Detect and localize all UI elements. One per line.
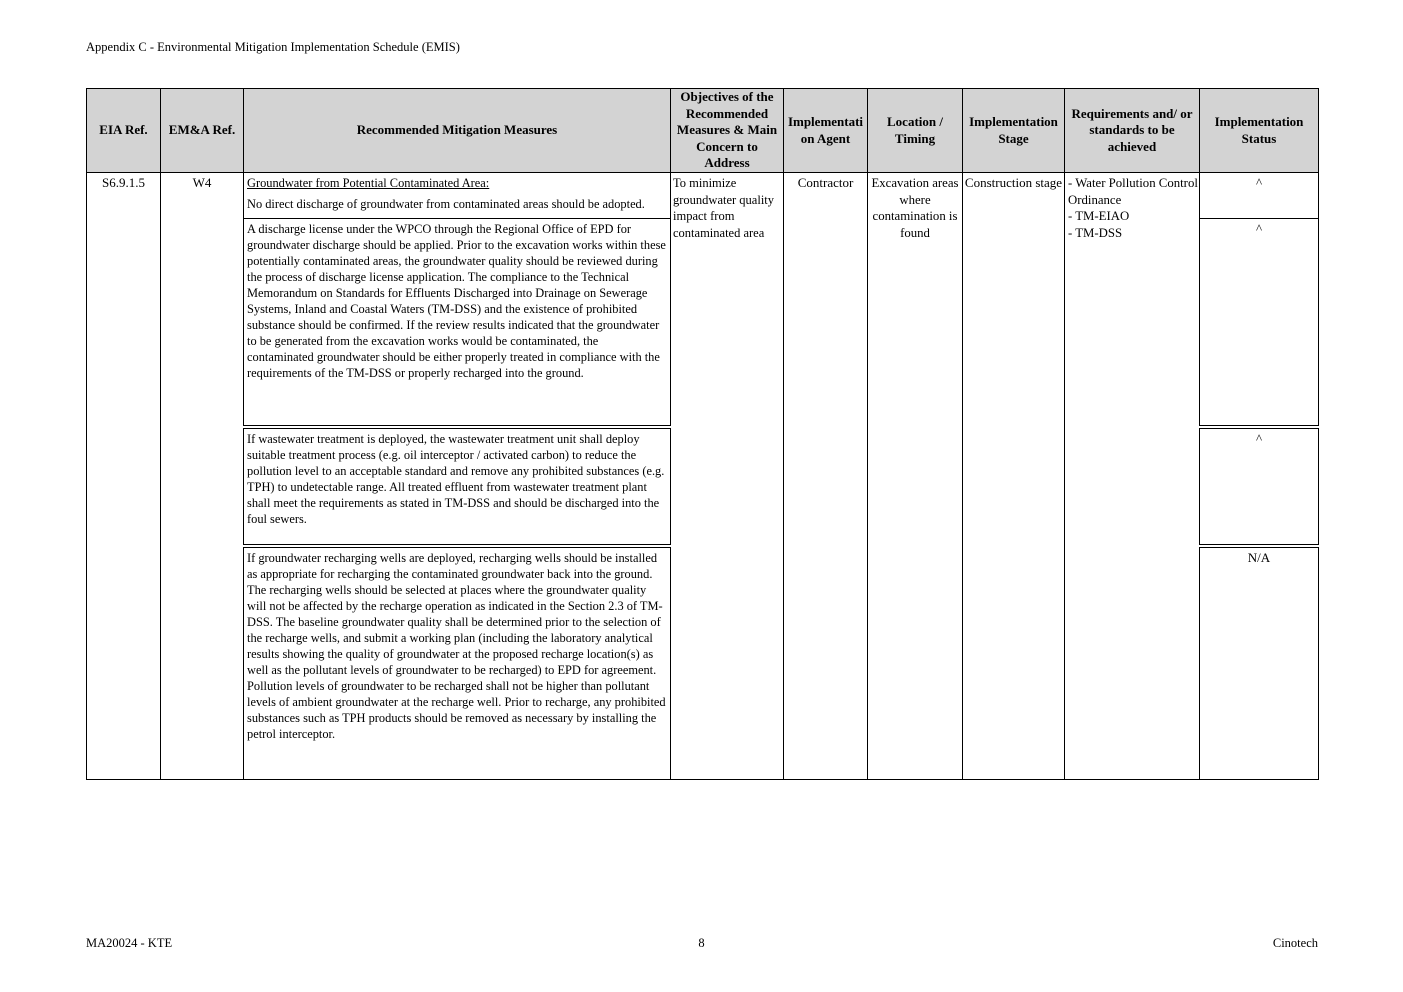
col-header-objectives: Objectives of the Recommended Measures & Main Concern to Address bbox=[671, 89, 784, 173]
col-header-ema-ref: EM&A Ref. bbox=[161, 89, 244, 173]
footer-page-number: 8 bbox=[698, 936, 705, 950]
table-row-sub1 bbox=[87, 173, 1319, 219]
col-header-eia-ref: EIA Ref. bbox=[87, 89, 161, 173]
cell-objectives: To minimize groundwater quality impact from contaminated area bbox=[671, 173, 784, 780]
cell-requirements bbox=[1065, 173, 1200, 780]
page-title: Appendix C - Environmental Mitigation Implementation Schedule (EMIS) bbox=[86, 40, 460, 54]
cell-ema-ref: W4 bbox=[161, 173, 244, 780]
cell-measure-1 bbox=[244, 173, 671, 219]
cell-measure-2 bbox=[244, 219, 671, 427]
requirement-item-2: - TM-EIAO bbox=[1068, 209, 1130, 223]
measure-1-text: No direct discharge of groundwater from contaminated areas should be adopted. bbox=[247, 197, 645, 211]
cell-status-2: ^ bbox=[1200, 219, 1319, 427]
cell-eia-ref: S6.9.1.5 bbox=[87, 173, 161, 780]
cell-status-3: ^ bbox=[1200, 427, 1319, 546]
footer-document-ref: MA20024 - KTE bbox=[86, 936, 173, 950]
footer-company-name: Cinotech bbox=[1272, 936, 1318, 950]
col-header-stage: Implementation Stage bbox=[963, 89, 1065, 173]
cell-status-4: N/A bbox=[1200, 546, 1319, 780]
cell-location-timing: Excavation areas where contamination is found bbox=[868, 173, 963, 780]
col-header-requirements: Requirements and/ or standards to be achieved bbox=[1065, 89, 1200, 173]
col-header-status: Implementation Status bbox=[1200, 89, 1319, 173]
emis-table bbox=[86, 88, 1319, 780]
table-header-row bbox=[87, 89, 1319, 173]
col-header-location-timing: Location / Timing bbox=[868, 89, 963, 173]
measure-1-heading: Groundwater from Potential Contaminated Area: bbox=[247, 176, 490, 190]
cell-measure-4 bbox=[244, 546, 671, 780]
cell-stage: Construction stage bbox=[963, 173, 1065, 780]
col-header-measures: Recommended Mitigation Measures bbox=[244, 89, 671, 173]
cell-status-1: ^ bbox=[1200, 173, 1319, 219]
measure-2-text: A discharge license under the WPCO through the Regional Office of EPD for groundwater discharge should be applied. Prior to the excavation works within these potentially contaminated areas, the groundwater quality should be reviewed during the process of discharge license application. The compliance to the Technical Memorandum on Standards for Effluents Discharged into Drainage on Sewerage Systems, Inland and Coastal Waters (TM-DSS) and the existence of prohibited substance should be confirmed. If the review results indicated that the groundwater to be generated from the excavation works would be contaminated, the contaminated groundwater should be either properly treated in compliance with the requirements of the TM-DSS or properly recharged into the ground. bbox=[247, 222, 666, 380]
requirement-item-1: - Water Pollution Control Ordinance bbox=[1068, 176, 1198, 207]
cell-agent: Contractor bbox=[784, 173, 868, 780]
requirement-item-3: - TM-DSS bbox=[1068, 225, 1123, 240]
measure-3-text: If wastewater treatment is deployed, the wastewater treatment unit shall deploy suitable treatment process (e.g. oil interceptor / activated carbon) to reduce the pollution level to an acceptable standard and remove any prohibited substances (e.g. TPH) to undetectable range. All treated effluent from wastewater treatment plant shall meet the requirements as stated in TM-DSS and should be discharged into the foul sewers. bbox=[247, 431, 665, 526]
col-header-agent: Implementati on Agent bbox=[784, 89, 868, 173]
cell-measure-3 bbox=[244, 427, 671, 546]
measure-4-text: If groundwater recharging wells are deployed, recharging wells should be installed as appropriate for recharging the contaminated groundwater back into the ground. The recharging wells should be selected at places where the groundwater quality will not be affected by the recharge operation as indicated in the Section 2.3 of TM-DSS. The baseline groundwater quality shall be determined prior to the selection of the recharge wells, and submit a working plan (including the laboratory analytical results showing the quality of groundwater at the proposed recharge location(s) as well as the pollutant levels of groundwater to be recharged) to EPD for agreement. Pollution levels of groundwater to be recharged shall not be higher than pollutant levels of ambient groundwater at the recharge well. Prior to recharge, any prohibited substances such as TPH products should be removed as necessary by installing the petrol interceptor. bbox=[247, 550, 666, 741]
